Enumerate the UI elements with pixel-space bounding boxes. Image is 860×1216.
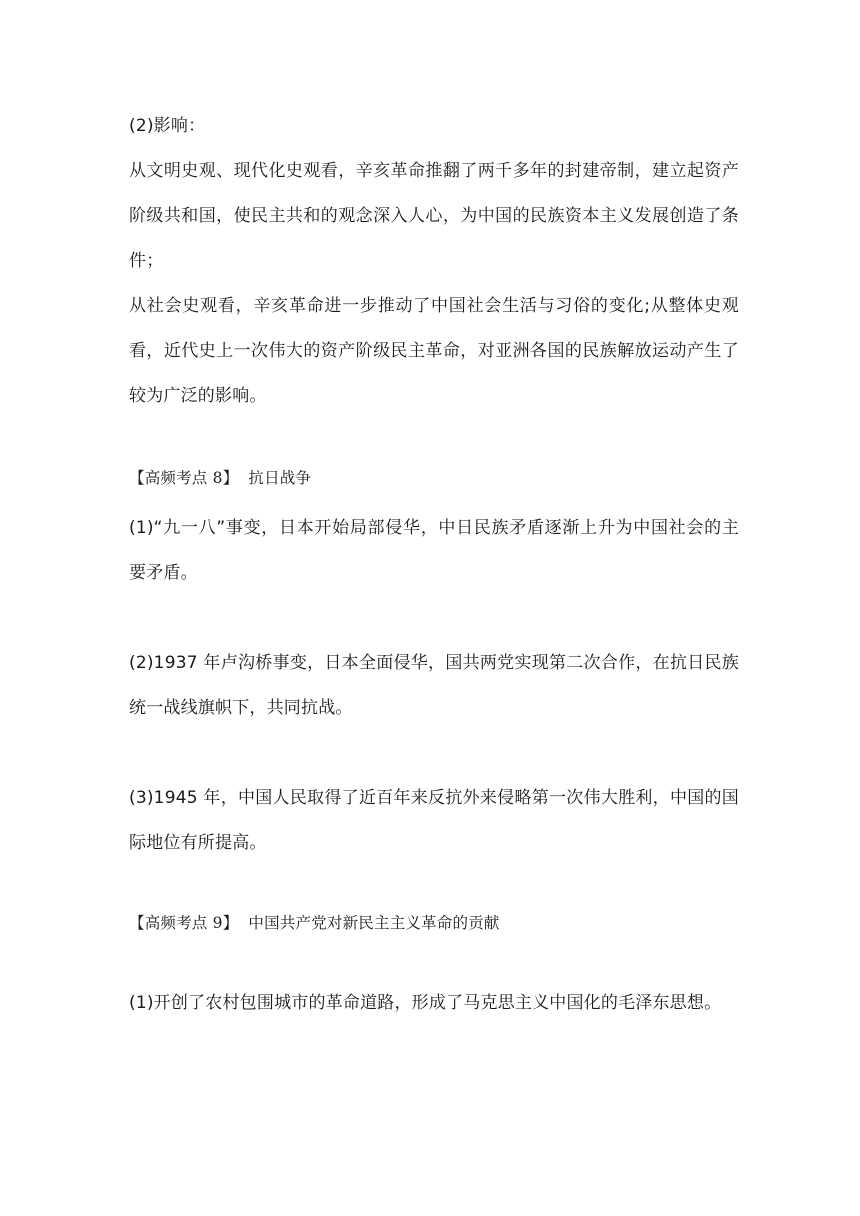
section-title-9: 中国共产党对新民主主义革命的贡献 [248,914,500,932]
paragraph-influence-heading: (2)影响： [129,116,206,136]
paragraph-918-incident: (1)“九一八”事变，日本开始局部侵华，中日民族矛盾逐渐上升为中国社会的主要矛盾。 [129,518,739,583]
paragraph-civilization-view: 从文明史观、现代化史观看，辛亥革命推翻了两千多年的封建帝制，建立起资产阶级共和国，使民主共和的观念深入人心，为中国的民族资本主义发展创造了条件； [129,161,739,271]
section-title-8: 抗日战争 [248,469,312,487]
paragraph-rural-revolution: (1)开创了农村包围城市的革命道路，形成了马克思主义中国化的毛泽东思想。 [129,993,722,1013]
paragraph-1945-victory: (3)1945 年，中国人民取得了近百年来反抗外来侵略第一次伟大胜利，中国的国际地位有所提高。 [129,788,739,853]
paragraph-social-view: 从社会史观看，辛亥革命进一步推动了中国社会生活与习俗的变化;从整体史观看，近代史上一次伟大的资产阶级民主革命，对亚洲各国的民族解放运动产生了较为广泛的影响。 [129,296,739,406]
section-label-8: 【高频考点 8】 [129,469,239,487]
section-label-9: 【高频考点 9】 [129,914,239,932]
paragraph-1937-incident: (2)1937 年卢沟桥事变，日本全面侵华，国共两党实现第二次合作，在抗日民族统一战线旗帜下，共同抗战。 [129,653,739,718]
section-heading-8 [129,456,739,501]
section-heading-9 [129,901,739,946]
